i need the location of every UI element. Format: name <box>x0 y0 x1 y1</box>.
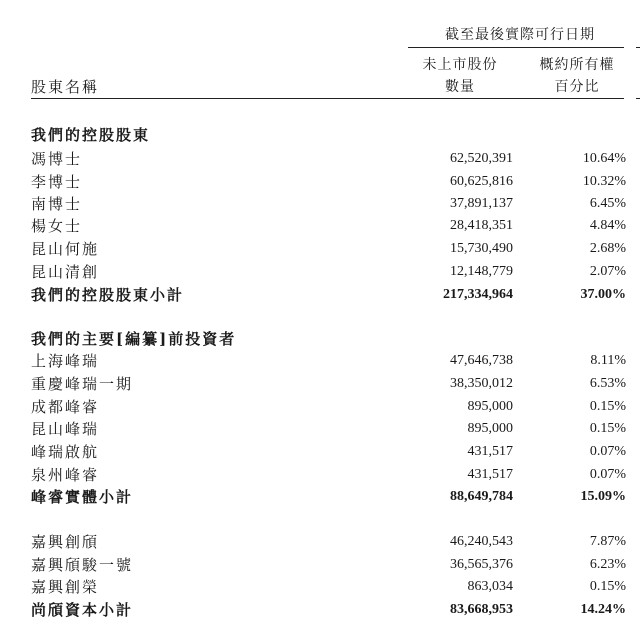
ownership-pct: 6.53% <box>589 376 626 391</box>
right-edge-rule <box>636 47 640 48</box>
subtotal-shares: 83,668,953 <box>450 602 513 617</box>
shareholder-name: 泉州峰睿 <box>31 466 100 484</box>
ownership-pct: 10.64% <box>582 151 626 166</box>
share-count: 28,418,351 <box>450 218 513 233</box>
subtotal-label: 尚頎資本小計 <box>31 601 134 619</box>
ownership-pct: 0.15% <box>589 579 626 594</box>
subtotal-pct: 14.24% <box>580 602 626 617</box>
share-count: 895,000 <box>467 399 513 414</box>
shareholder-name: 峰瑞啟航 <box>31 443 100 461</box>
pct-column-header-line1: 概約所有權 <box>539 57 615 73</box>
shares-column-header-line2: 數量 <box>445 79 475 95</box>
ownership-pct: 0.15% <box>589 399 626 414</box>
pct-column-header-line2: 百分比 <box>554 79 600 95</box>
shareholder-name: 上海峰瑞 <box>31 352 100 370</box>
share-count: 60,625,816 <box>450 174 513 189</box>
subtotal-pct: 37.00% <box>580 287 626 302</box>
ownership-pct: 6.23% <box>589 557 626 572</box>
share-count: 12,148,779 <box>450 264 513 279</box>
ownership-pct: 2.07% <box>589 264 626 279</box>
header-bottom-rule <box>31 98 624 99</box>
ownership-pct: 4.84% <box>589 218 626 233</box>
shareholder-name: 嘉興頎駿一號 <box>31 556 134 574</box>
ownership-pct: 0.07% <box>589 444 626 459</box>
share-count: 895,000 <box>467 421 513 436</box>
section-title: 我們的控股股東 <box>31 126 151 144</box>
share-count: 431,517 <box>467 444 513 459</box>
section-title: 我們的主要[編纂]前投資者 <box>31 330 237 348</box>
shareholder-name: 重慶峰瑞一期 <box>31 375 134 393</box>
share-count: 863,034 <box>467 579 513 594</box>
share-count: 47,646,738 <box>450 353 513 368</box>
shareholder-name: 嘉興創頎 <box>31 533 100 551</box>
share-count: 431,517 <box>467 467 513 482</box>
ownership-pct: 10.32% <box>582 174 626 189</box>
name-column-header: 股東名稱 <box>31 78 100 96</box>
subtotal-shares: 88,649,784 <box>450 489 513 504</box>
shareholder-name: 嘉興創榮 <box>31 578 100 596</box>
shareholder-name: 李博士 <box>31 173 83 191</box>
group-header-rule <box>408 47 624 48</box>
share-count: 38,350,012 <box>450 376 513 391</box>
subtotal-label: 我們的控股股東小計 <box>31 286 185 304</box>
share-count: 46,240,543 <box>450 534 513 549</box>
ownership-pct: 6.45% <box>589 196 626 211</box>
ownership-pct: 2.68% <box>589 241 626 256</box>
share-count: 37,891,137 <box>450 196 513 211</box>
shareholder-name: 南博士 <box>31 195 83 213</box>
shareholder-name: 成都峰睿 <box>31 398 100 416</box>
ownership-pct: 8.11% <box>590 353 626 368</box>
shareholder-name: 昆山峰瑞 <box>31 420 100 438</box>
share-count: 36,565,376 <box>450 557 513 572</box>
share-count: 62,520,391 <box>450 151 513 166</box>
shareholder-name: 昆山何施 <box>31 240 100 258</box>
share-count: 15,730,490 <box>450 241 513 256</box>
ownership-pct: 7.87% <box>589 534 626 549</box>
shareholder-name: 馮博士 <box>31 150 83 168</box>
ownership-pct: 0.15% <box>589 421 626 436</box>
group-header: 截至最後實際可行日期 <box>445 27 595 43</box>
shareholder-name: 昆山清創 <box>31 263 100 281</box>
ownership-pct: 0.07% <box>589 467 626 482</box>
shares-column-header-line1: 未上市股份 <box>422 57 498 73</box>
right-edge-rule-bottom <box>636 98 640 99</box>
subtotal-label: 峰睿實體小計 <box>31 488 134 506</box>
subtotal-shares: 217,334,964 <box>443 287 513 302</box>
subtotal-pct: 15.09% <box>580 489 626 504</box>
shareholder-name: 楊女士 <box>31 217 83 235</box>
